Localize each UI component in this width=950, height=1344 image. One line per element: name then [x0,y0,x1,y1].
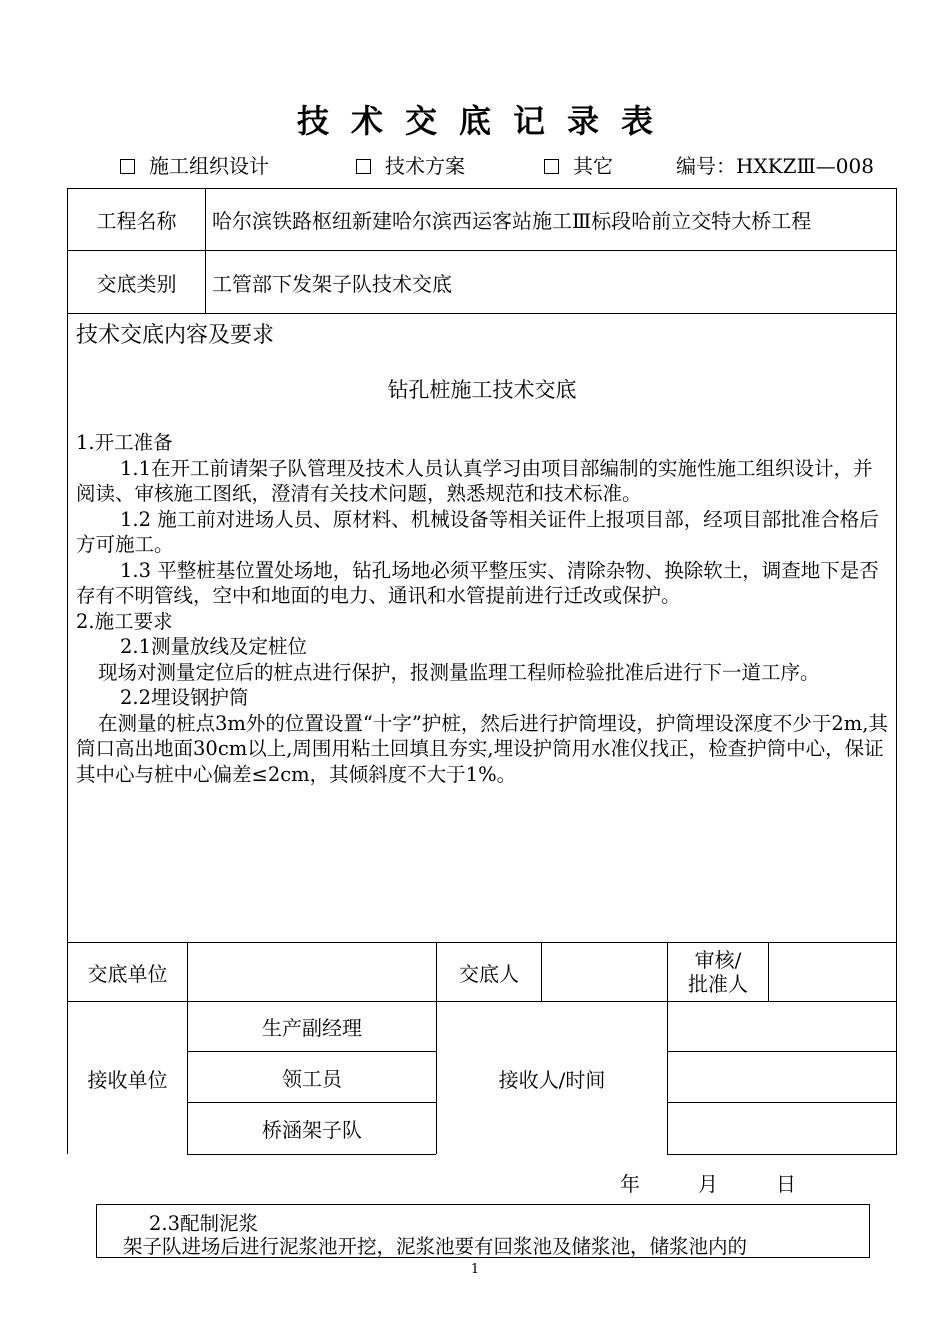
paragraph: 现场对测量定位后的桩点进行保护，报测量监理工程师检验批准后进行下一道工序。 [98,660,820,684]
receiver-signature-field[interactable] [668,1002,896,1051]
subsection-heading: 2.2埋设钢护筒 [120,686,249,709]
category-label: 交底类别 [96,271,177,296]
approver-field[interactable] [769,943,896,1001]
checkbox-icon[interactable] [356,159,371,174]
continued-box [96,1204,870,1258]
content-body [76,430,888,787]
receiver-production-manager: 生产副经理 [262,1016,362,1040]
page-number: 1 [470,1262,480,1277]
section-heading: 2.施工要求 [76,609,173,633]
option-label: 技术方案 [385,154,465,178]
table-line [205,188,206,313]
project-name-value: 哈尔滨铁路枢纽新建哈尔滨西运客站施工Ⅲ标段哈前立交特大桥工程 [212,209,812,233]
issuer-label: 交底人 [459,961,519,986]
continued-text: 架子队进场后进行泥浆池开挖，泥浆池要有回浆池及储浆池，储浆池内的 [123,1235,748,1258]
date-year: 年 [620,1172,640,1196]
option-label: 施工组织设计 [149,154,269,178]
document-title: 技术交底记录表 [296,102,675,140]
date-month: 月 [698,1172,718,1196]
issuer-field[interactable] [542,943,667,1001]
receiver-unit-label: 接收单位 [87,1067,168,1092]
option-technical-plan[interactable] [356,150,465,179]
approver-label [668,943,768,1001]
paragraph: 1.1在开工前请架子队管理及技术人员认真学习由项目部编制的实施性施工组织设计，并阅读、审核施工图纸，澄清有关技术问题，熟悉规范和技术标准。 [76,456,873,505]
serial-number: 编号：HXKZⅢ—008 [676,154,874,178]
receiver-bridge-team: 桥涵架子队 [262,1118,362,1142]
section-heading: 1.开工准备 [76,431,173,454]
table-line [67,313,897,314]
subsection-heading: 2.1测量放线及定桩位 [120,635,308,658]
approver-label-line2: 批准人 [688,972,748,996]
table-border-right [896,188,897,1154]
approver-label-line1: 审核/ [694,948,742,972]
receiver-time-label: 接收人/时间 [498,1067,606,1092]
receiver-signature-field[interactable] [668,1052,896,1102]
paragraph: 1.2 施工前对进场人员、原材料、机械设备等相关证件上报项目部，经项目部批准合格后方可施工。 [76,507,879,556]
content-title: 钻孔桩施工技术交底 [387,378,577,402]
content-heading: 技术交底内容及要求 [76,323,275,348]
continued-heading: 2.3配制泥浆 [149,1212,259,1235]
issuer-unit-field[interactable] [188,943,436,1001]
table-line [667,1154,897,1155]
table-line [187,1154,436,1155]
receiver-foreman: 领工员 [282,1066,342,1091]
category-value: 工管部下发架子队技术交底 [212,271,452,296]
checkbox-icon[interactable] [544,159,559,174]
receiver-signature-field[interactable] [668,1103,896,1154]
paragraph: 1.3 平整桩基位置处场地，钻孔场地必须平整压实、清除杂物、换除软土，调查地下是否存有不明管线，空中和地面的电力、通讯和水管提前进行迁改或保护。 [76,558,879,607]
paragraph: 在测量的桩点3m外的位置设置“十字”护桩，然后进行护筒埋设，护筒埋设深度不少于2m,其筒口高出地面30cm以上,周围用粘土回填且夯实,埋设护筒用水准仪找正，检查护筒中心，保证其中心与桩中心偏差≤2cm，其倾斜度不大于1%。 [76,711,888,786]
date-day: 日 [776,1172,796,1196]
option-construction-design[interactable] [120,150,269,179]
option-other[interactable] [544,150,613,179]
issuer-unit-label: 交底单位 [87,961,168,986]
checkbox-icon[interactable] [120,159,135,174]
project-name-label: 工程名称 [96,209,177,233]
option-label: 其它 [573,154,613,178]
